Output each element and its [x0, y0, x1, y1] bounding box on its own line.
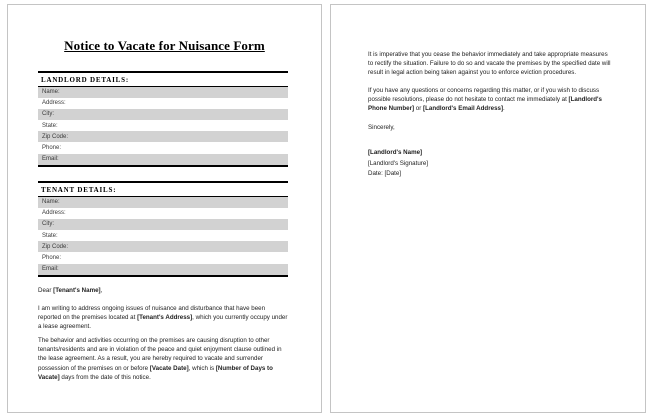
- text-segment: If you have any questions or concerns regarding this matter, or if you wish to discuss possible resolutions, please do not hesitate to contact me immediately at: [368, 87, 600, 104]
- text-segment: , which you currently occupy under a lease agreement.: [38, 314, 288, 331]
- field-label-address: Address:: [42, 210, 66, 217]
- page-2: [330, 4, 646, 413]
- text-segment: or: [414, 105, 424, 113]
- salutation-suffix: ,: [100, 287, 103, 294]
- paragraph-cease-behavior: It is imperative that you cease the behavior immediately and take appropriate measures to rectify the situation. Failure to do so and vacate the premises by the specified date will result in legal action being taken against you to enforce eviction procedures.: [368, 51, 611, 77]
- text-segment: I am writing to address ongoing issues of nuisance and disturbance that have been reported on the premises located at: [38, 305, 266, 322]
- field-label-phone: Phone:: [42, 255, 62, 262]
- field-row-email: [38, 264, 288, 275]
- placeholder-landlord-phone: [Landlord's Phone Number]: [368, 96, 602, 113]
- field-row-phone: [38, 252, 288, 263]
- field-row-state: [38, 230, 288, 241]
- field-label-phone: Phone:: [42, 145, 62, 152]
- page-1: [7, 4, 322, 413]
- field-label-zip: Zip Code:: [42, 133, 69, 140]
- landlord-details-table: [38, 71, 288, 167]
- salutation-prefix: Dear: [38, 287, 54, 294]
- field-row-zip: [38, 241, 288, 252]
- text-segment: .: [503, 105, 505, 113]
- paragraph-contact: [368, 86, 611, 114]
- field-label-name: Name:: [42, 89, 60, 96]
- placeholder-vacate-date: [Vacate Date]: [149, 364, 189, 372]
- field-row-state: [38, 120, 288, 131]
- field-label-state: State:: [42, 122, 58, 129]
- field-label-city: City:: [42, 221, 54, 228]
- tenant-details-header: TENANT DETAILS:: [38, 183, 288, 197]
- paragraph-premises: [38, 304, 288, 332]
- placeholder-tenant-name: [Tenant's Name]: [53, 287, 101, 294]
- field-label-address: Address:: [42, 100, 66, 107]
- field-label-zip: Zip Code:: [42, 243, 69, 250]
- field-row-email: [38, 154, 288, 165]
- text-segment: The behavior and activities occurring on the premises are causing disruption to other tenants/residents and are in violation of the peace and quiet enjoyment clause outlined in the lease agreement. As a result, you are hereby required to vacate and surrender possession of the premises on or before: [38, 337, 282, 372]
- field-row-city: [38, 109, 288, 120]
- field-label-email: Email:: [42, 156, 59, 163]
- field-row-city: [38, 219, 288, 230]
- document-title: Notice to Vacate for Nuisance Form: [64, 38, 265, 53]
- field-row-phone: [38, 142, 288, 153]
- field-label-email: Email:: [42, 266, 59, 273]
- landlord-details-header: LANDLORD DETAILS:: [38, 73, 288, 87]
- paragraph-vacate-requirement: [38, 336, 288, 382]
- placeholder-landlord-email: [Landlord's Email Address]: [423, 105, 504, 113]
- field-row-name: [38, 87, 288, 98]
- field-label-city: City:: [42, 111, 54, 118]
- placeholder-days-to-vacate: [Number of Days to Vacate]: [38, 364, 273, 381]
- placeholder-tenant-address: [Tenant's Address]: [137, 314, 193, 322]
- field-row-address: [38, 208, 288, 219]
- date-line: Date: [Date]: [368, 170, 402, 177]
- field-row-name: [38, 197, 288, 208]
- field-label-name: Name:: [42, 199, 60, 206]
- text-segment: , which is: [188, 364, 216, 372]
- text-segment: days from the date of this notice.: [59, 373, 151, 381]
- tenant-details-table: [38, 181, 288, 277]
- closing: Sincerely,: [368, 123, 395, 131]
- signature-name: [Landlord's Name]: [368, 149, 423, 156]
- salutation: [38, 286, 288, 295]
- signature-line: [Landlord's Signature]: [368, 159, 429, 167]
- field-label-state: State:: [42, 232, 58, 239]
- field-row-zip: [38, 131, 288, 142]
- field-row-address: [38, 98, 288, 109]
